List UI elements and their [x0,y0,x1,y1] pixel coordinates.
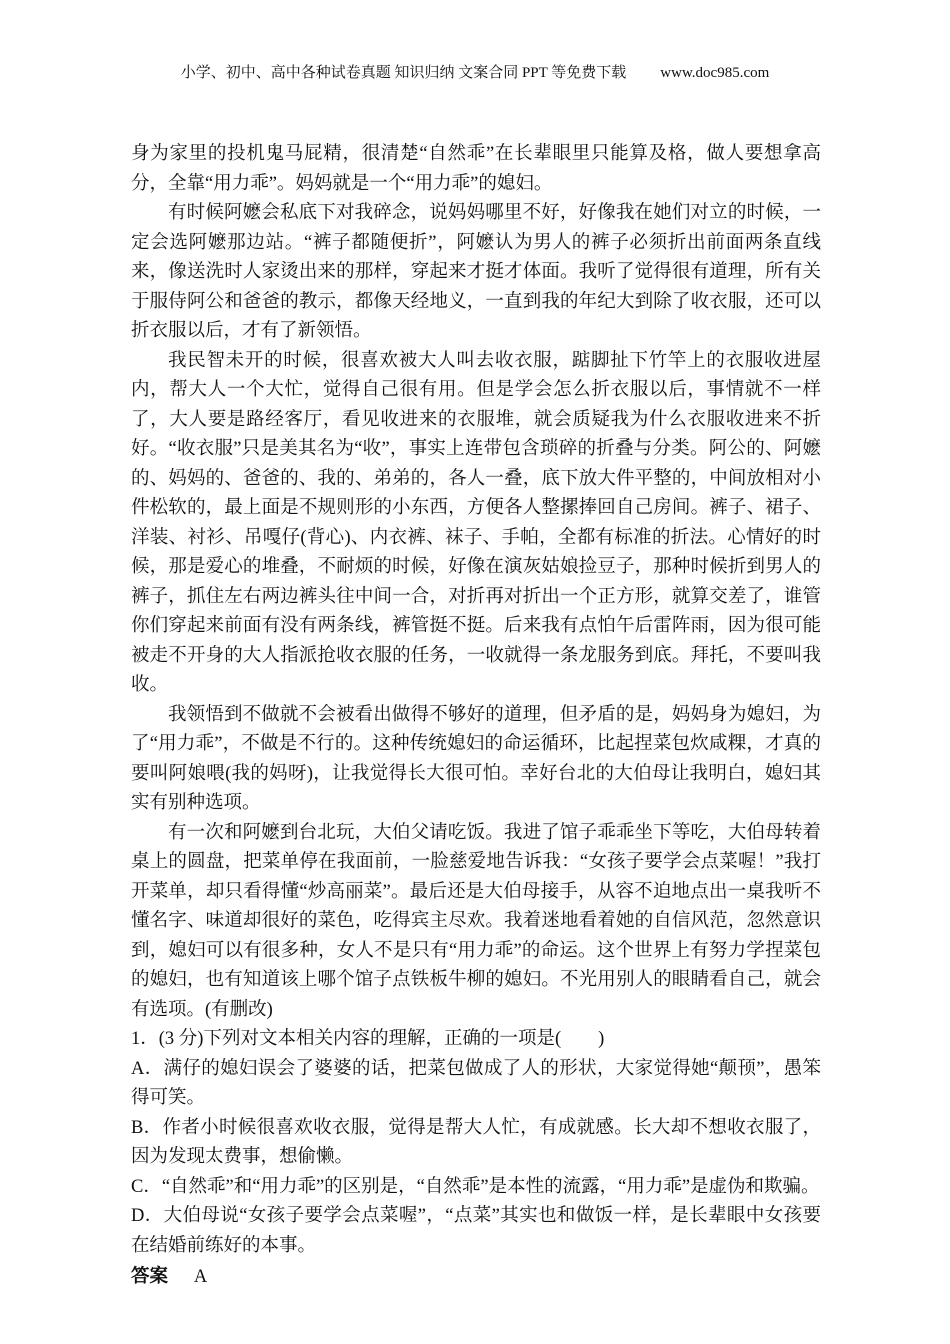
page-header [0,63,950,83]
document-body [131,140,821,1293]
question-option-a: A．满仔的媳妇误会了婆婆的话，把菜包做成了人的形状，大家觉得她“颠顸”，愚笨得可笑。 [131,1058,821,1108]
essay-paragraph: 有时候阿嬷会私底下对我碎念，说妈妈哪里不好，好像我在她们对立的时候，一定会选阿嬷那边站。“裤子都随便折”，阿嬷认为男人的裤子必须折出前面两条直线来，像送洗时人家烫出来的那样，穿起来才挺才体面。我听了觉得很有道理，所有关于服侍阿公和爸爸的教示，都像天经地义，一直到我的年纪大到除了收衣服，还可以折衣服以后，才有了新领悟。 [131,203,821,341]
header-tagline: 小学、初中、高中各种试卷真题 知识归纳 文案合同 PPT 等免费下载 [180,65,627,81]
question-option-b: B．作者小时候很喜欢收衣服，觉得是帮大人忙，有成就感。长大却不想收衣服了，因为发现太费事，想偷懒。 [131,1117,821,1167]
answer-value: A [193,1267,208,1287]
question-option-d: D．大伯母说“女孩子要学会点菜喔”，“点菜”其实也和做饭一样，是长辈眼中女孩要在结婚前练好的本事。 [131,1206,821,1256]
essay-paragraph: 我领悟到不做就不会被看出做得不够好的道理，但矛盾的是，妈妈身为媳妇，为了“用力乖”，不做是不行的。这种传统媳妇的命运循环，比起捏菜包炊咸粿，才真的要叫阿娘喂(我的妈呀)，让我觉得长大很可怕。幸好台北的大伯母让我明白，媳妇其实有别种选项。 [131,704,821,813]
question-option-c: C．“自然乖”和“用力乖”的区别是，“自然乖”是本性的流露，“用力乖”是虚伪和欺骗。 [131,1176,820,1197]
essay-paragraph: 身为家里的投机鬼马屁精，很清楚“自然乖”在长辈眼里只能算及格，做人要想拿高分，全靠“用力乖”。妈妈就是一个“用力乖”的媳妇。 [131,144,821,194]
question-stem: 1．(3 分)下列对文本相关内容的理解，正确的一项是( ) [131,1029,605,1049]
answer-row [131,1261,821,1293]
answer-label: 答案 [131,1265,169,1286]
essay-paragraph: 有一次和阿嬷到台北玩，大伯父请吃饭。我进了馆子乖乖坐下等吃，大伯母转着桌上的圆盘，把菜单停在我面前，一脸慈爱地告诉我：“女孩子要学会点菜喔！”我打开菜单，却只看得懂“炒高丽菜”。最后还是大伯母接手，从容不迫地点出一桌我听不懂名字、味道却很好的菜色，吃得宾主尽欢。我着迷地看着她的自信风范，忽然意识到，媳妇可以有很多种，女人不是只有“用力乖”的命运。这个世界上有努力学捏菜包的媳妇，也有知道该上哪个馆子点铁板牛柳的媳妇。不光用别人的眼睛看自己，就会有选项。(有删改) [131,822,821,1020]
essay-paragraph: 我民智未开的时候，很喜欢被大人叫去收衣服，踮脚扯下竹竿上的衣服收进屋内，帮大人一个大忙，觉得自己很有用。但是学会怎么折衣服以后，事情就不一样了，大人要是路经客厅，看见收进来的衣服堆，就会质疑我为什么衣服收进来不折好。“收衣服”只是美其名为“收”，事实上连带包含琐碎的折叠与分类。阿公的、阿嬷的、妈妈的、爸爸的、我的、弟弟的，各人一叠，底下放大件平整的，中间放相对小件松软的，最上面是不规则形的小东西，方便各人整摞捧回自己房间。裤子、裙子、洋装、衬衫、吊嘎仔(背心)、内衣裤、袜子、手帕，全都有标准的折法。心情好的时候，那是爱心的堆叠，不耐烦的时候，好像在演灰姑娘捡豆子，那种时候折到男人的裤子，抓住左右两边裤头往中间一合，对折再对折出一个正方形，就算交差了，谁管你们穿起来前面有没有两条线，裤管挺不挺。后来我有点怕午后雷阵雨，因为很可能被走不开身的大人指派抢收衣服的任务，一收就得一条龙服务到底。拜托，不要叫我收。 [131,350,821,695]
header-site-url: www.doc985.com [660,65,770,81]
